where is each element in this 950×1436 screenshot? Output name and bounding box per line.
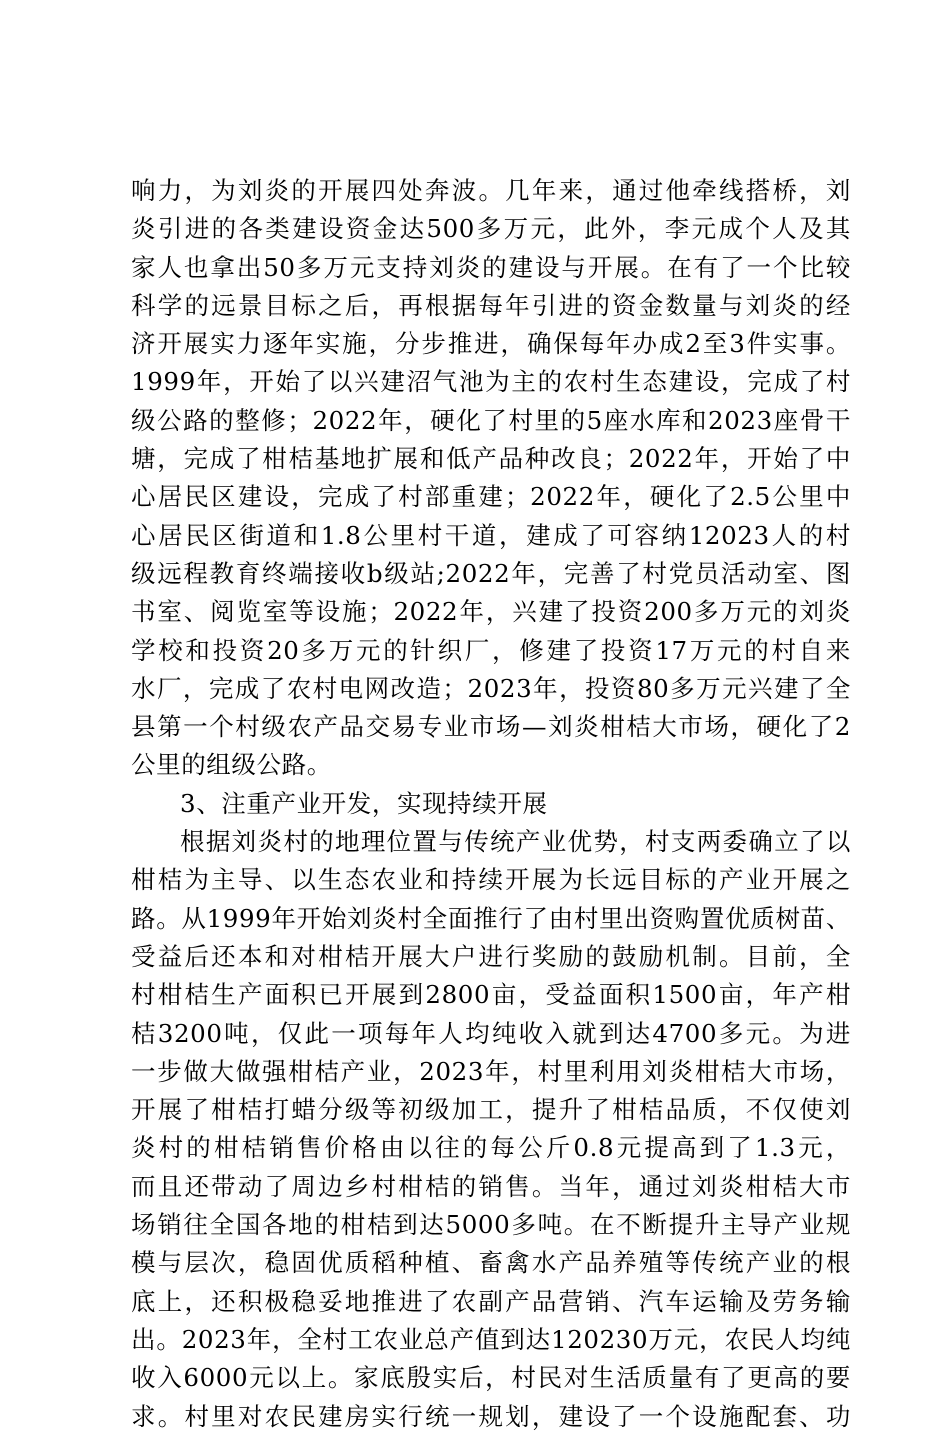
text-line: 柑桔为主导、以生态农业和持续开展为长远目标的产业开展之 bbox=[131, 865, 851, 895]
text-line: 求。村里对农民建房实行统一规划，建设了一个设施配套、功 bbox=[131, 1401, 851, 1431]
text-line: 科学的远景目标之后，再根据每年引进的资金数量与刘炎的经 bbox=[131, 290, 851, 320]
text-line: 县第一个村级农产品交易专业市场—刘炎柑桔大市场，硬化了2 bbox=[131, 712, 851, 742]
text-line: 场销往全国各地的柑桔到达5000多吨。在不断提升主导产业规 bbox=[131, 1210, 851, 1240]
text-line: 学校和投资20多万元的针织厂，修建了投资17万元的村自来 bbox=[131, 635, 851, 665]
text-line: 而且还带动了周边乡村柑桔的销售。当年，通过刘炎柑桔大市 bbox=[131, 1171, 851, 1201]
text-line: 底上，还积极稳妥地推进了农副产品营销、汽车运输及劳务输 bbox=[131, 1286, 851, 1316]
text-line: 一步做大做强柑桔产业，2023年，村里利用刘炎柑桔大市场， bbox=[131, 1056, 851, 1086]
text-line: 塘，完成了柑桔基地扩展和低产品种改良；2022年，开始了中 bbox=[131, 444, 851, 474]
text-line: 炎引进的各类建设资金达500多万元，此外，李元成个人及其 bbox=[131, 214, 851, 244]
text-line: 书室、阅览室等设施；2022年，兴建了投资200多万元的刘炎 bbox=[131, 597, 851, 627]
text-line: 出。2023年，全村工农业总产值到达120230万元，农民人均纯 bbox=[131, 1324, 851, 1354]
text-line: 根据刘炎村的地理位置与传统产业优势，村支两委确立了以 bbox=[180, 827, 851, 857]
text-line: 村柑桔生产面积已开展到2800亩，受益面积1500亩，年产柑 bbox=[131, 980, 851, 1010]
text-line: 心居民区建设，完成了村部重建；2022年，硬化了2.5公里中 bbox=[131, 482, 851, 512]
text-line: 响力，为刘炎的开展四处奔波。几年来，通过他牵线搭桥，刘 bbox=[131, 176, 851, 205]
text-line: 水厂，完成了农村电网改造；2023年，投资80多万元兴建了全 bbox=[131, 673, 851, 703]
text-line: 开展了柑桔打蜡分级等初级加工，提升了柑桔品质，不仅使刘 bbox=[131, 1095, 851, 1125]
text-line: 炎村的柑桔销售价格由以往的每公斤0.8元提高到了1.3元， bbox=[131, 1133, 851, 1163]
text-line: 心居民区街道和1.8公里村干道，建成了可容纳12023人的村 bbox=[131, 520, 851, 550]
text-line: 公里的组级公路。 bbox=[131, 750, 332, 780]
text-line: 1999年，开始了以兴建沼气池为主的农村生态建设，完成了村 bbox=[131, 367, 851, 397]
text-line: 家人也拿出50多万元支持刘炎的建设与开展。在有了一个比较 bbox=[131, 252, 851, 282]
text-line: 级公路的整修；2022年，硬化了村里的5座水库和2023座骨干 bbox=[131, 405, 851, 435]
text-line: 桔3200吨，仅此一项每年人均纯收入就到达4700多元。为进 bbox=[131, 1018, 851, 1048]
text-line: 级远程教育终端接收b级站;2022年，完善了村党员活动室、图 bbox=[131, 558, 851, 588]
section-heading: 3、注重产业开发，实现持续开展 bbox=[180, 788, 548, 818]
text-line: 受益后还本和对柑桔开展大户进行奖励的鼓励机制。目前，全 bbox=[131, 941, 851, 971]
text-line: 模与层次，稳固优质稻种植、畜禽水产品养殖等传统产业的根 bbox=[131, 1248, 851, 1278]
text-line: 收入6000元以上。家底殷实后，村民对生活质量有了更高的要 bbox=[131, 1363, 851, 1393]
body-text bbox=[131, 172, 851, 1436]
text-line: 济开展实力逐年实施，分步推进，确保每年办成2至3件实事。 bbox=[131, 329, 851, 359]
text-line: 路。从1999年开始刘炎村全面推行了由村里出资购置优质树苗、 bbox=[131, 903, 851, 933]
